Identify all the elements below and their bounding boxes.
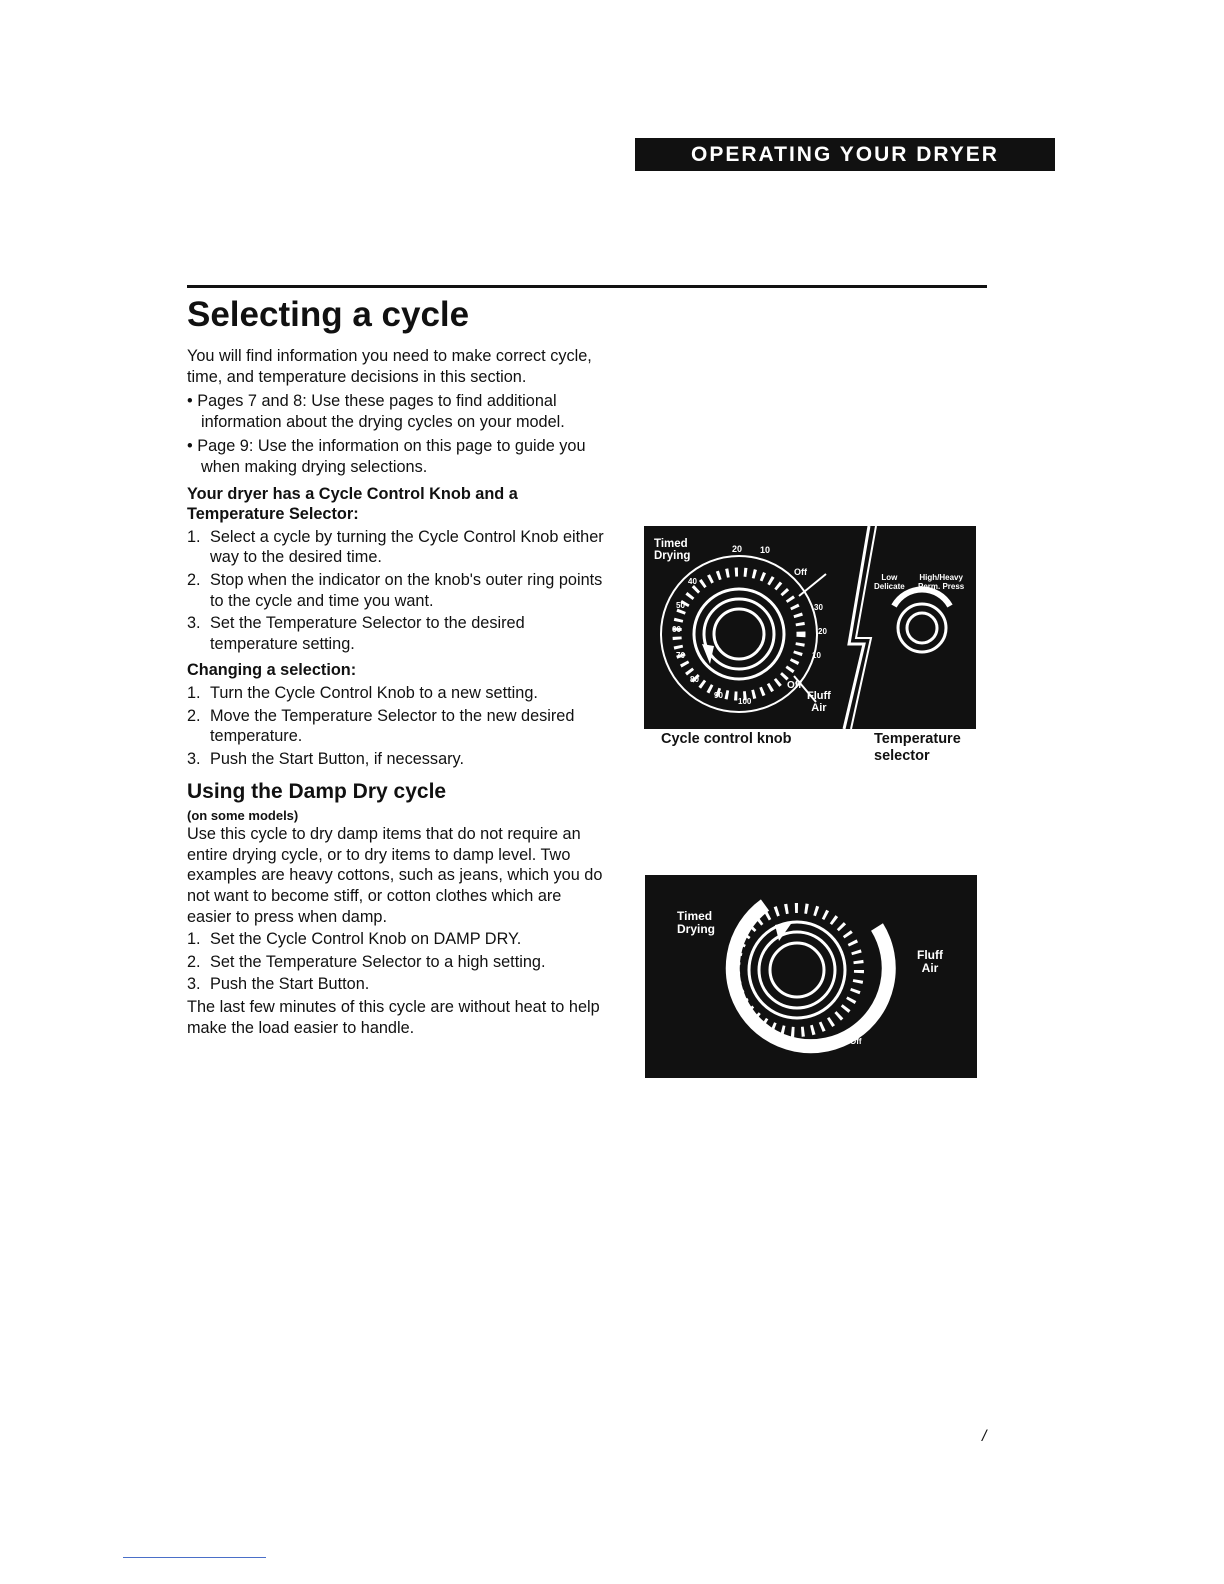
off-label: Off (787, 680, 802, 691)
knob-ring (694, 589, 784, 679)
knob-center (770, 943, 824, 997)
step-text: Push the Start Button. (210, 975, 370, 994)
fluff-air-label: Fluff Air (917, 948, 943, 975)
footer-rule (123, 1557, 266, 1558)
high-heavy-label: High/Heavy Perm. Press (918, 573, 965, 591)
changing-heading: Changing a selection: (187, 661, 357, 680)
step-text: Set the Cycle Control Knob on DAMP DRY. (210, 930, 522, 949)
step-item (187, 570, 607, 611)
damp-dry-steps (187, 929, 607, 995)
step-text: Turn the Cycle Control Knob to a new setting. (210, 683, 538, 702)
step-number: 3. (187, 975, 201, 994)
step-item (187, 613, 607, 654)
page-number: / (982, 1428, 987, 1445)
bullet-item: • Pages 7 and 8: Use these pages to find additional information about the drying cycles on your model. (187, 392, 565, 431)
step-number: 2. (187, 952, 201, 971)
damp-dry-figure (645, 875, 977, 1078)
low-delicate-label: Low Delicate (874, 573, 905, 591)
dial-number: 60 (672, 625, 681, 634)
intro-paragraph: You will find information you need to make correct cycle, time, and temperature decisions in this section. (187, 347, 592, 386)
control-panel-figure (644, 526, 976, 729)
dial-number: 40 (688, 577, 697, 586)
step-text: Move the Temperature Selector to the new desired temperature. (210, 706, 575, 746)
fluff-air-label: Fluff Air (807, 690, 831, 714)
step-text: Set the Temperature Selector to the desired temperature setting. (210, 614, 525, 653)
panel-split-line (844, 526, 869, 729)
bullet-item: • Page 9: Use the information on this page to guide you when making drying selections. (187, 437, 586, 476)
step-item (187, 974, 607, 995)
temp-knob (898, 604, 946, 652)
damp-dry-drawing (645, 875, 977, 1078)
step-number: 1. (187, 527, 201, 546)
step-text: Set the Temperature Selector to a high setting. (210, 952, 546, 971)
dial-number: 30 (814, 603, 823, 612)
dial-number: 50 (676, 601, 685, 610)
dial-number: 20 (732, 544, 743, 554)
off-label: Off (794, 567, 807, 577)
step-item (187, 527, 607, 568)
caption-cycle-knob: Cycle control knob (661, 731, 792, 747)
dial-number: 90 (714, 691, 723, 700)
step-item (187, 749, 607, 770)
damp-dry-body: Use this cycle to dry damp items that do not require an entire drying cycle, or to dry items to damp level. Two examples are heavy cottons, such as jeans, which you do not want to become stiff, or cotton clothes which are easier to press when damp. (187, 825, 603, 926)
step-number: 1. (187, 683, 201, 702)
dial-number: 70 (676, 651, 685, 660)
damp-dry-closing: The last few minutes of this cycle are without heat to help make the load easier to handle. (187, 998, 600, 1037)
step-text: Select a cycle by turning the Cycle Control Knob either way to the desired time. (210, 527, 604, 567)
timed-drying-label: Timed Drying (654, 538, 691, 562)
caption-temperature-selector: Temperature selector (874, 731, 961, 764)
step-number: 3. (187, 614, 201, 633)
knob-ring (749, 922, 845, 1018)
dial-number: 10 (812, 651, 821, 660)
dial-number: 80 (690, 675, 699, 684)
step-item (187, 706, 607, 747)
controls-heading: Your dryer has a Cycle Control Knob and a Temperature Selector: (187, 484, 518, 524)
main-text-column (187, 346, 607, 1038)
step-number: 2. (187, 570, 201, 589)
step-item (187, 929, 607, 950)
section-header-tab (635, 138, 1055, 171)
step-number: 1. (187, 930, 201, 949)
step-number: 3. (187, 749, 201, 768)
temp-knob-center (907, 613, 937, 643)
section-title: OPERATING YOUR DRYER (691, 142, 999, 166)
title-rule (187, 285, 987, 288)
changing-steps (187, 683, 607, 769)
dial-white-arc (733, 905, 889, 1046)
step-item (187, 683, 607, 704)
knob-center (714, 609, 764, 659)
controls-steps (187, 527, 607, 655)
damp-dry-heading: Using the Damp Dry cycle (187, 780, 447, 804)
timed-drying-label: Timed Drying (677, 909, 716, 936)
step-item (187, 952, 607, 973)
page-title: Selecting a cycle (187, 295, 470, 334)
step-number: 2. (187, 706, 201, 725)
off-label: Off (850, 1037, 862, 1046)
dial-number: 10 (760, 545, 771, 555)
dial-number: 100 (738, 697, 752, 706)
dial-number: 20 (818, 627, 827, 636)
damp-dry-note: (on some models) (187, 808, 299, 824)
step-text: Push the Start Button, if necessary. (210, 749, 464, 768)
step-text: Stop when the indicator on the knob's outer ring points to the cycle and time you want. (210, 570, 603, 610)
